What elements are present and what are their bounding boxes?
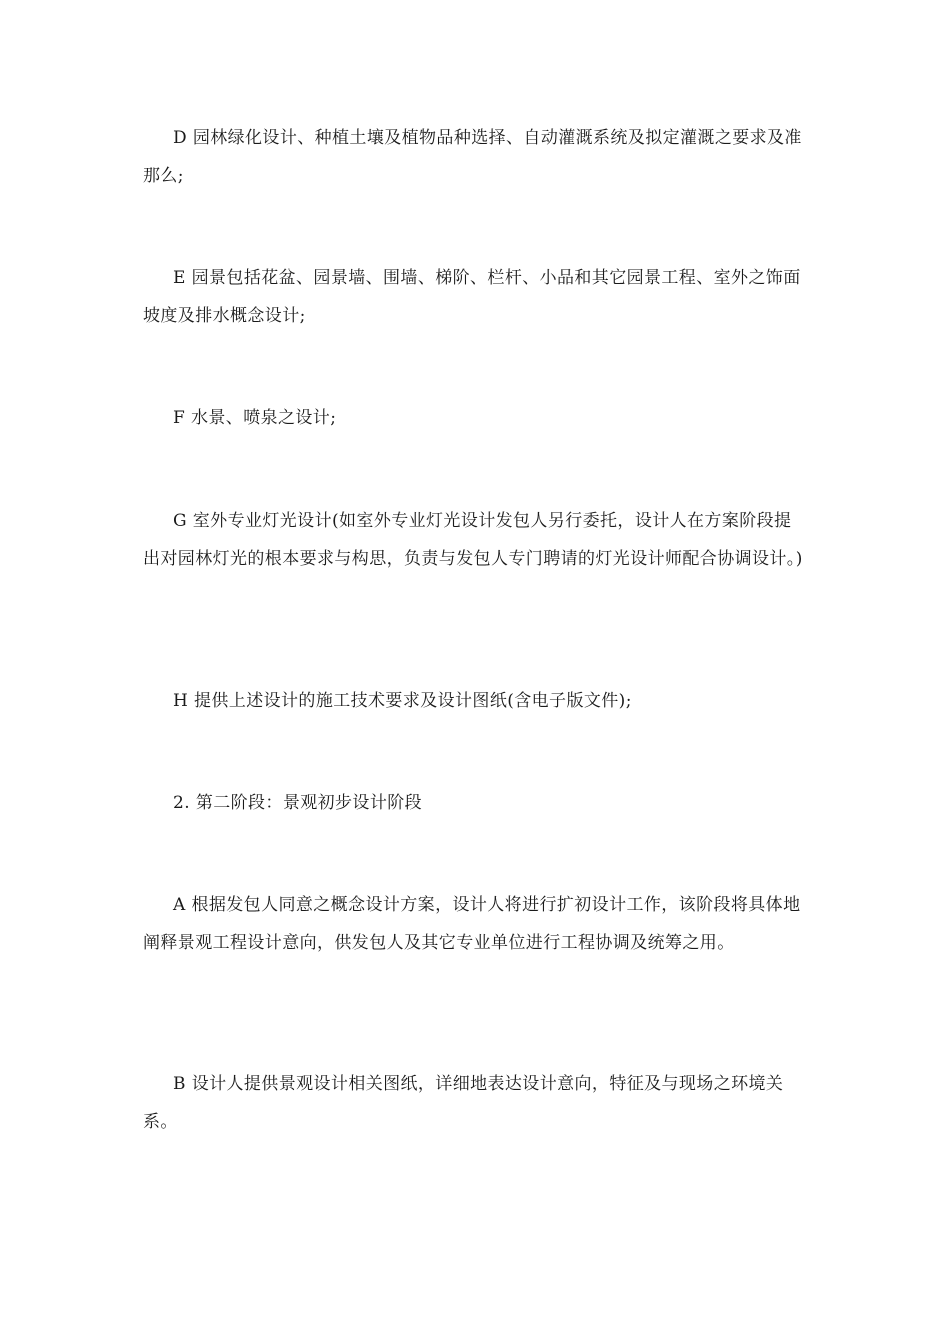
- paragraph-g-lighting-design: G 室外专业灯光设计(如室外专业灯光设计发包人另行委托，设计人在方案阶段提出对园林灯光的根本要求与构思，负责与发包人专门聘请的灯光设计师配合协调设计。): [143, 511, 803, 569]
- paragraph-a-preliminary-design: A 根据发包人同意之概念设计方案，设计人将进行扩初设计工作，该阶段将具体地阐释景观工程设计意向，供发包人及其它专业单位进行工程协调及统筹之用。: [143, 895, 801, 953]
- section-heading-stage-2: 2. 第二阶段：景观初步设计阶段: [173, 793, 423, 813]
- paragraph-d-landscaping-design: D 园林绿化设计、种植土壤及植物品种选择、自动灌溉系统及拟定灌溉之要求及准那么;: [143, 128, 802, 186]
- paragraph-f-water-features: F 水景、喷泉之设计;: [173, 408, 337, 428]
- paragraph-e-garden-features: E 园景包括花盆、园景墙、围墙、梯阶、栏杆、小品和其它园景工程、室外之饰面坡度及排水概念设计;: [143, 268, 801, 326]
- paragraph-b-design-drawings: B 设计人提供景观设计相关图纸，详细地表达设计意向，特征及与现场之环境关系。: [143, 1074, 784, 1132]
- paragraph-h-construction-drawings: H 提供上述设计的施工技术要求及设计图纸(含电子版文件);: [173, 691, 632, 711]
